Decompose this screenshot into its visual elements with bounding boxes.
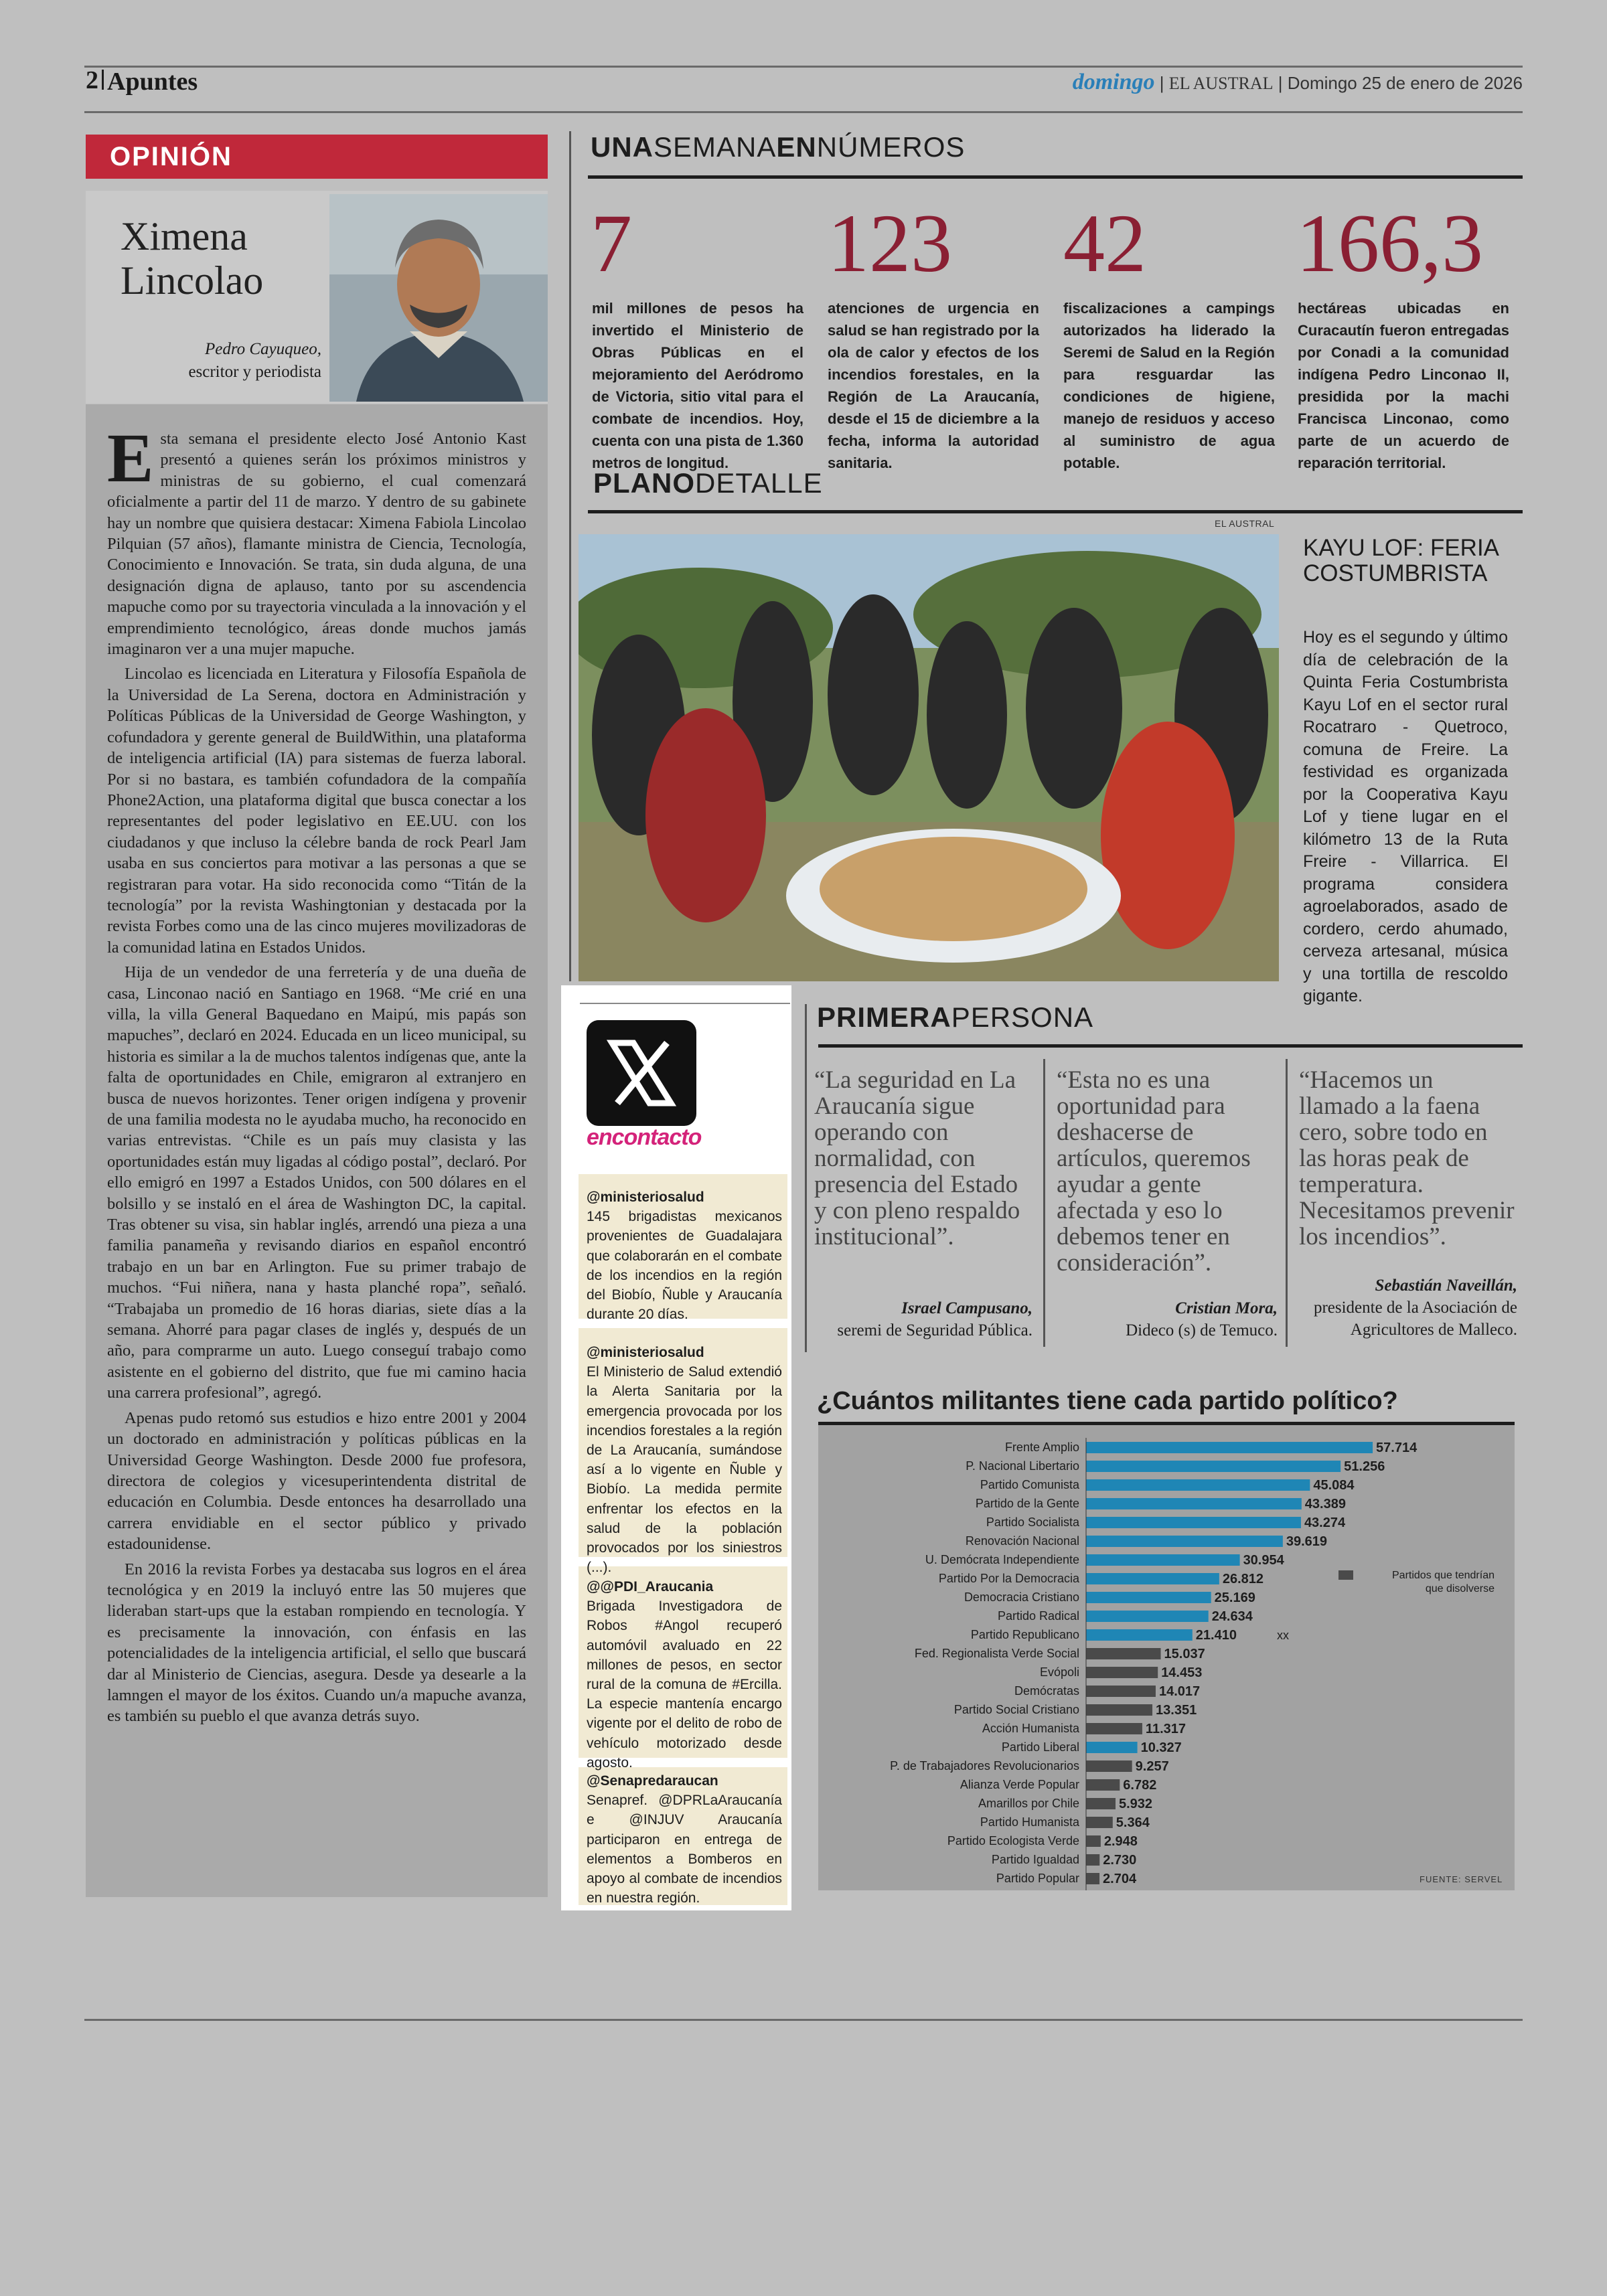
quote-role: seremi de Seguridad Pública. bbox=[837, 1321, 1032, 1339]
article-paragraph: Hija de un vendedor de una ferretería y de una dueña de casa, Linconao nació en Santiago en 1968. “Me crié en una villa, la villa General Baquedano en Maipú, mis papás son mapuches”, declaró en 2024. Educada en un liceo municipal, su historia es similar a la de muchos talentos indígenas que, ante la falta de oportunidades en Chile, emigraron al extranjero en busca de nuevos horizontes. Tener origen indígena y provenir de una familia modesta no le ayudaba mucho, ha reconocido en varias entrevistas. “Chile es un país muy clasista y las oportunidades están muy ligadas al código postal”, declaró. Por ello emigró en 1997 a Estados Unidos, con 500 dólares en el bolsillo y se instaló en el área de Washington DC, la capital. Tras obtener su visa, sin hablar inglés, arrendó una pieza a una familia panameña y revisando diarios en español encontró trabajo en un bar en Arlington. Fue su primer trabajo de muchos. “Fui niñera, nana y hasta planché ropa”, señaló. “Trabajaba un promedio de 16 horas diarias, siete días a la semana. Ahorré para pagar clases de inglés y, después de un año, para comprarme un auto. Luego conseguí trabajo como asistente en el gobierno del distrito, que fue mi camino hacia una carrera profesional”, agregó. bbox=[107, 963, 526, 1402]
quote-author: Cristian Mora, bbox=[1175, 1299, 1278, 1317]
legend-swatch bbox=[1338, 1570, 1353, 1580]
bar bbox=[1086, 1704, 1152, 1716]
bar-value-label: 14.453 bbox=[1161, 1665, 1203, 1680]
bar-value-label: 2.730 bbox=[1103, 1853, 1137, 1868]
stat-value: 7 bbox=[591, 197, 632, 289]
bar-value-label: 10.327 bbox=[1140, 1740, 1182, 1755]
quotes-section-title bbox=[817, 1001, 1093, 1034]
bar-category-label: P. Nacional Libertario bbox=[966, 1459, 1079, 1473]
paragraph-text: sta semana el presidente electo José Antonio Kast presentó a quienes serán los próximos ministros y ministras de su gobierno, el cual comenzará oficialmente a partir del 11 de marzo. Y dentro de su gabinete hay un nombre que quisiera destacar: Ximena Fabiola Lincolao Pilquian (57 años), flamante ministra de Ciencia, Tecnología, Conocimiento e Innovación. Se trata, sin duda alguna, de una designación digna de aplauso, tanto por su ascendencia mapuche como por su trayectoria vinculada a la innovación y el emprendimiento tecnológico, áreas donde muchos jamás imaginaron ver a una mujer mapuche. bbox=[107, 430, 526, 659]
page-bottom-rule bbox=[84, 2019, 1523, 2021]
bar bbox=[1086, 1573, 1219, 1584]
bar-value-label: 30.954 bbox=[1243, 1553, 1284, 1568]
article-paragraph: En 2016 la revista Forbes ya destacaba sus logros en el área tecnológica y en 2019 la incluyó entre las 50 mujeres que lideraban start-ups que la estaban rompiendo en tecnología. Y es precisamente la innovación, con énfasis en las potencialidades de la inteligencia artificial, el sello que buscará dar al Ministerio de Ciencias, asegura. Desde ya desearle a la lamngen el mayor de los éxitos. Cuando un/a mapuche avanza, es también su pueblo el que avanza detrás suyo. bbox=[107, 1560, 526, 1726]
bar-value-label: 15.037 bbox=[1164, 1647, 1205, 1661]
bar-category-label: Evópoli bbox=[1039, 1665, 1079, 1679]
bar-category-label: Amarillos por Chile bbox=[978, 1797, 1079, 1810]
bar bbox=[1086, 1442, 1373, 1453]
bar-category-label: Partido Igualdad bbox=[991, 1853, 1079, 1866]
bar-category-label: Partido Social Cristiano bbox=[953, 1703, 1079, 1716]
bar-value-label: 24.634 bbox=[1211, 1609, 1253, 1624]
post-handle: @ministeriosalud bbox=[587, 1190, 704, 1205]
numbers-section-title bbox=[591, 131, 965, 163]
author-name bbox=[121, 214, 263, 303]
x-logo-icon bbox=[587, 1020, 696, 1126]
byline-name: Pedro Cayuqueo, bbox=[204, 340, 321, 358]
bar-category-label: Partido Comunista bbox=[980, 1478, 1079, 1491]
contact-brand: encontacto bbox=[587, 1125, 702, 1150]
bar bbox=[1086, 1873, 1099, 1884]
bar-value-label: 57.714 bbox=[1376, 1441, 1418, 1455]
bar-value-label: 9.257 bbox=[1135, 1759, 1169, 1774]
title-part: DETALLE bbox=[695, 467, 823, 499]
bar-value-label: 2.948 bbox=[1103, 1834, 1138, 1849]
quote-attribution bbox=[814, 1297, 1032, 1341]
article-paragraph: Lincolao es licenciada en Literatura y Filosofía Española de la Universidad de La Serena, doctora en Administración y Políticas Públicas de la Universidad de George Washington, y cofundadora y gerente general de BuildWithin, una plataforma de inteligencia artificial (IA) para sistemas de fuerza laboral. Por si no bastara, es también cofundadora de la compañía Phone2Action, una plataforma digital que busca conectar a los representantes del poder legislativo en EE.UU. con los ciudadanos y que incluso la célebre banda de rock Pearl Jam usaba en sus conciertos para motivar a las personas a que se registraran para votar. Ha sido reconocida como “Titán de la tecnología” por la revista Washingtonian y destacada por la revista Forbes como una de las cinco mujeres movilizadoras de la comunidad latina en Estados Unidos. bbox=[107, 665, 526, 957]
bar-value-label: 43.389 bbox=[1304, 1497, 1346, 1511]
bar-value-label: 25.169 bbox=[1214, 1590, 1255, 1605]
chart-source: FUENTE: SERVEL bbox=[1420, 1874, 1503, 1884]
quote-divider bbox=[1043, 1059, 1045, 1347]
quote-text: “Esta no es una oportunidad para deshacerse de artículos, queremos ayudar a gente afectada y eso lo debemos tener en consideración”. bbox=[1057, 1066, 1251, 1277]
contact-post bbox=[587, 1343, 782, 1577]
author-byline bbox=[134, 338, 321, 384]
opinion-label: OPINIÓN bbox=[86, 135, 548, 179]
quote-text: “Hacemos un llamado a la faena cero, sobre todo en las horas peak de temperatura. Necesitamos prevenir los incendios”. bbox=[1299, 1066, 1515, 1250]
post-handle: @@PDI_Araucania bbox=[587, 1579, 714, 1594]
bar bbox=[1086, 1517, 1301, 1528]
bar bbox=[1086, 1648, 1161, 1659]
bar-category-label: Renovación Nacional bbox=[965, 1534, 1079, 1548]
party-chart bbox=[818, 1425, 1515, 1890]
detail-section-title bbox=[593, 467, 823, 499]
bar bbox=[1086, 1629, 1193, 1641]
stat-value: 166,3 bbox=[1296, 197, 1483, 289]
bar-value-label: 14.017 bbox=[1158, 1684, 1201, 1699]
issue-date: Domingo 25 de enero de 2026 bbox=[1287, 73, 1523, 93]
quote-author: Israel Campusano, bbox=[901, 1299, 1032, 1317]
author-last-name: Lincolao bbox=[121, 258, 264, 303]
bar bbox=[1086, 1461, 1341, 1472]
quote-role: Dideco (s) de Temuco. bbox=[1126, 1321, 1278, 1339]
title-part: PERSONA bbox=[951, 1001, 1094, 1033]
bar-category-label: P. de Trabajadores Revolucionarios bbox=[890, 1759, 1079, 1773]
bar bbox=[1086, 1667, 1158, 1678]
bar-category-label: Alianza Verde Popular bbox=[960, 1778, 1079, 1791]
author-first-name: Ximena bbox=[121, 214, 248, 258]
bar bbox=[1086, 1835, 1101, 1847]
post-handle: @ministeriosalud bbox=[587, 1345, 704, 1360]
feria-photo-image bbox=[579, 534, 1279, 981]
title-part: NÚMEROS bbox=[816, 131, 966, 163]
header-top-rule bbox=[84, 66, 1523, 68]
bar bbox=[1086, 1592, 1211, 1603]
opinion-article bbox=[86, 404, 548, 1897]
photo-credit: EL AUSTRAL bbox=[1215, 518, 1275, 529]
detail-text: Hoy es el segundo y último día de celebración de la Quinta Feria Costumbrista Kayu Lof en el sector rural Rocatraro - Quetroco, comuna de Freire. La festividad es organizada por la Cooperativa Kayu Lof y tiene lugar en el kilómetro 13 de la Ruta Freire - Villarrica. El programa considera agroelaborados, asado de cordero, cerdo ahumado, cerveza artesanal, música y una tortilla de rescoldo gigante. bbox=[1303, 628, 1508, 1005]
bar bbox=[1086, 1742, 1138, 1753]
bar-value-label: 39.619 bbox=[1286, 1534, 1328, 1549]
bar-category-label: Partido Por la Democracia bbox=[938, 1572, 1079, 1585]
bar-category-label: Partido Popular bbox=[996, 1872, 1079, 1885]
bar-value-label: 51.256 bbox=[1344, 1459, 1385, 1474]
title-part: PRIMERA bbox=[817, 1001, 951, 1033]
bar bbox=[1086, 1779, 1120, 1791]
paper-name: EL AUSTRAL bbox=[1168, 74, 1274, 93]
stat-description: atenciones de urgencia en salud se han registrado por la ola de calor y efectos de los incendios forestales, en la Región de La Araucanía, desde el 15 de diciembre a la fecha, informa la autoridad sanitaria. bbox=[828, 300, 1039, 471]
bar bbox=[1086, 1611, 1209, 1622]
party-bar-chart bbox=[818, 1425, 1515, 1890]
stat-value: 42 bbox=[1063, 197, 1146, 289]
quote-divider bbox=[1286, 1059, 1288, 1347]
drop-cap: E bbox=[107, 420, 154, 497]
stat-description: hectáreas ubicadas en Curacautín fueron entregadas por Conadi a la comunidad indígena Pedro Linconao II, presidida por la machi Francisca Linconao, como parte de un acuerdo de reparación territorial. bbox=[1298, 300, 1509, 471]
bar-category-label: Frente Amplio bbox=[1004, 1441, 1079, 1454]
quote-attribution bbox=[1299, 1275, 1517, 1341]
stat-description: mil millones de pesos ha invertido el Ministerio de Obras Públicas en el mejoramiento del Aeródromo de Victoria, sitio vital para el combate de incendios. Hoy, cuenta con una pista de 1.360 metros de longitud. bbox=[592, 300, 804, 471]
bar bbox=[1086, 1536, 1283, 1547]
bar-category-label: Fed. Regionalista Verde Social bbox=[914, 1647, 1079, 1660]
bar-value-label: 21.410 bbox=[1195, 1628, 1237, 1643]
bar-value-label: 2.704 bbox=[1103, 1872, 1137, 1886]
quote-text: “La seguridad en La Araucanía sigue operando con normalidad, con presencia del Estado y con pleno respaldo institucional”. bbox=[814, 1066, 1020, 1250]
contact-post bbox=[587, 1771, 782, 1908]
article-paragraph: Apenas pudo retomó sus estudios e hizo entre 2001 y 2004 un doctorado en administración y políticas públicas en la Universidad George Washington. Desde 2000 fue profesora, directora de colegios y vicesuperintendenta distrital de educación en Columbia. Desde entonces ha desarrollado una carrera envidiable en el sector público y privado estadounidense. bbox=[107, 1408, 526, 1554]
title-part: EN bbox=[776, 131, 817, 163]
quote-role: presidente de la Asociación de Agricultores de Malleco. bbox=[1313, 1299, 1517, 1339]
column-divider bbox=[569, 131, 571, 981]
quotes-rule bbox=[818, 1044, 1523, 1048]
x-logo-glyph bbox=[587, 1020, 696, 1126]
author-portrait-image bbox=[329, 194, 548, 402]
column-divider bbox=[805, 1004, 807, 1352]
stat-description: fiscalizaciones a campings autorizados ha liderado la Seremi de Salud en la Región para resguardar las condiciones de higiene, manejo de residuos y acceso al suministro de agua potable. bbox=[1063, 300, 1275, 471]
contact-post bbox=[587, 1187, 782, 1324]
bar bbox=[1086, 1723, 1142, 1734]
post-text: Senapref. @DPRLaAraucanía e @INJUV Araucanía participaron en entrega de elementos a Bomberos en apoyo al combate de incendios en nuestra región. bbox=[587, 1793, 782, 1906]
bar-value-label: 26.812 bbox=[1222, 1572, 1264, 1586]
contact-top-rule bbox=[580, 1003, 790, 1004]
bar-value-label: 43.274 bbox=[1304, 1515, 1346, 1530]
bar bbox=[1086, 1686, 1156, 1697]
quote-attribution bbox=[1057, 1297, 1278, 1341]
contact-post bbox=[587, 1577, 782, 1773]
bar-category-label: Demócratas bbox=[1014, 1684, 1079, 1698]
author-photo bbox=[329, 194, 548, 402]
edition-name: domingo bbox=[1072, 70, 1155, 94]
chart-title: ¿Cuántos militantes tiene cada partido político? bbox=[817, 1387, 1398, 1415]
bar-category-label: Partido Humanista bbox=[980, 1815, 1079, 1829]
stat-value: 123 bbox=[828, 197, 952, 289]
detail-heading: KAYU LOF: FERIA COSTUMBRISTA bbox=[1303, 535, 1499, 586]
bar-category-label: Partido Socialista bbox=[986, 1515, 1079, 1529]
detail-rule bbox=[588, 510, 1523, 513]
byline-role: escritor y periodista bbox=[188, 363, 321, 381]
quote-author: Sebastián Naveillán, bbox=[1375, 1277, 1517, 1295]
legend-label: Partidos que tendrían bbox=[1392, 1570, 1495, 1581]
bar-category-label: Partido Republicano bbox=[970, 1628, 1079, 1641]
bar-category-label: Partido Ecologista Verde bbox=[947, 1834, 1079, 1848]
bar bbox=[1086, 1498, 1302, 1509]
bar bbox=[1086, 1817, 1113, 1828]
bar bbox=[1086, 1798, 1116, 1809]
page-number: 2 bbox=[86, 66, 98, 94]
title-part: SEMANA bbox=[654, 131, 777, 163]
bar bbox=[1086, 1554, 1240, 1566]
post-text: El Ministerio de Salud extendió la Alerta Sanitaria por la emergencia provocada por los incendios forestales a la región de La Araucanía, sumándose así a lo vigente en Ñuble y Biobío. La medida permite enfrentar los efectos en la salud de la población provocados por los siniestros (...). bbox=[587, 1364, 782, 1576]
bar-category-label: Democracia Cristiano bbox=[964, 1590, 1079, 1604]
bar-value-label: 45.084 bbox=[1313, 1478, 1355, 1493]
bar-value-label: 5.932 bbox=[1118, 1797, 1153, 1811]
bar-value-label: 5.364 bbox=[1116, 1815, 1150, 1830]
bar-category-label: Partido de la Gente bbox=[975, 1497, 1079, 1510]
bar bbox=[1086, 1760, 1132, 1772]
numbers-rule bbox=[588, 175, 1523, 179]
header-bottom-rule bbox=[84, 111, 1523, 113]
masthead: domingo | EL AUSTRAL | Domingo 25 de enero de 2026 bbox=[1072, 70, 1523, 94]
bar bbox=[1086, 1854, 1099, 1866]
article-paragraph bbox=[107, 420, 526, 659]
feria-photo bbox=[579, 534, 1279, 981]
bar-value-label: 13.351 bbox=[1156, 1703, 1197, 1718]
bar-value-label: 6.782 bbox=[1123, 1778, 1157, 1793]
title-part: UNA bbox=[591, 131, 654, 163]
bar-category-label: Partido Radical bbox=[997, 1609, 1079, 1623]
chart-marker: xx bbox=[1277, 1629, 1289, 1642]
bar-category-label: Acción Humanista bbox=[982, 1722, 1079, 1735]
post-text: 145 brigadistas mexicanos provenientes de Guadalajara que colaborarán en el combate de los incendios en la región del Biobío, Ñuble y Araucanía durante 20 días. bbox=[587, 1209, 782, 1323]
bar-value-label: 11.317 bbox=[1145, 1722, 1187, 1736]
legend-label: que disolverse bbox=[1425, 1583, 1495, 1594]
bar-category-label: Partido Liberal bbox=[1001, 1740, 1079, 1754]
post-handle: @Senapredaraucan bbox=[587, 1773, 718, 1789]
bar-category-label: U. Demócrata Independiente bbox=[925, 1553, 1079, 1566]
bar bbox=[1086, 1479, 1310, 1491]
section-name: Apuntes bbox=[107, 68, 198, 96]
header-separator bbox=[102, 70, 104, 90]
title-part: PLANO bbox=[593, 467, 695, 499]
post-text: Brigada Investigadora de Robos #Angol recuperó automóvil avaluado en 22 millones de pesos, en sector rural de la comuna de #Ercilla. La especie mantenía encargo vigente por el delito de robo de vehículo motorizado desde agosto. bbox=[587, 1598, 782, 1771]
